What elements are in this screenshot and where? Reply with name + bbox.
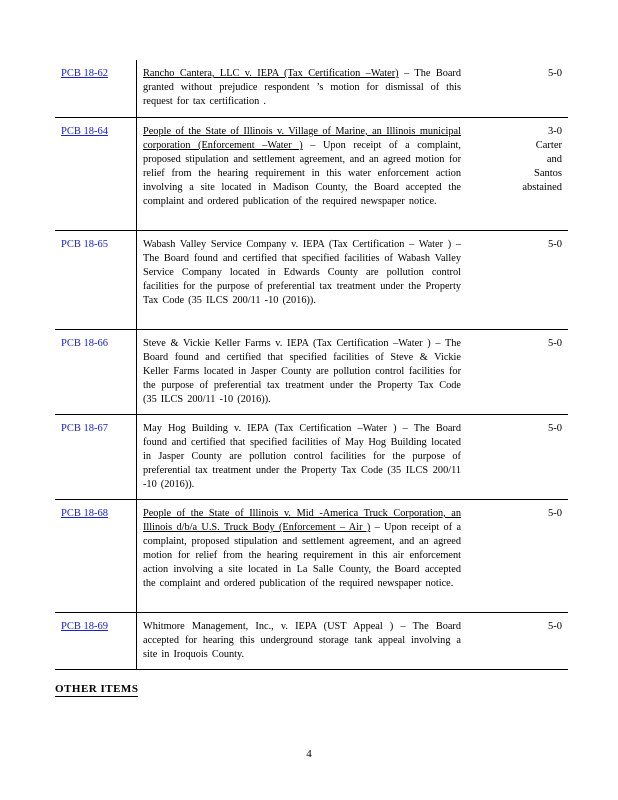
table-row <box>55 500 568 613</box>
case-number-link[interactable]: PCB 18-62 <box>61 68 108 79</box>
vote-result: 3-0 Carter and Santos abstained <box>522 126 562 193</box>
table-row <box>55 613 568 670</box>
case-number: PCB 18-67 <box>61 423 108 434</box>
case-number: PCB 18-66 <box>61 338 108 349</box>
case-number-link[interactable]: PCB 18-68 <box>61 508 108 519</box>
case-number-link[interactable]: PCB 18-64 <box>61 126 108 137</box>
case-number: PCB 18-65 <box>61 239 108 250</box>
case-body: – Upon receipt of a complaint, proposed stipulation and settlement agreement, and an agreed motion for relief from the hearing requirement in this water enforcement action involving a site located in Madison County, the Board accepted the complaint and ordered publication of the required newspaper notice. <box>143 140 461 208</box>
case-body: Wabash Valley Service Company v. IEPA (Tax Certification – Water ) – The Board found and certified that specified facilities of Wabash Valley Service Company located in Edwards County are pollution control facilities for the purpose of preferential tax treatment under the Property Tax Code (35 ILCS 200/11 -10 (2016)). <box>143 239 461 307</box>
cases-table <box>55 60 568 670</box>
vote-result: 5-0 <box>548 68 562 79</box>
vote-result: 5-0 <box>548 338 562 349</box>
page-number: 4 <box>306 748 312 760</box>
table-row <box>55 330 568 415</box>
vote-result: 5-0 <box>548 621 562 632</box>
case-description <box>143 67 461 109</box>
case-number-link[interactable]: PCB 18-69 <box>61 621 108 632</box>
case-body: May Hog Building v. IEPA (Tax Certification –Water ) – The Board found and certified that specified facilities of May Hog Building located in Jasper County are pollution control facilities for the purpose of preferential tax treatment under the Property Tax Code (35 ILCS 200/11 -10 (2016)). <box>143 423 461 491</box>
case-body: Steve & Vickie Keller Farms v. IEPA (Tax Certification –Water ) – The Board found and certified that specified facilities of Steve & Vickie Keller Farms located in Jasper County are pollution control facilities for the purpose of preferential tax treatment under the Property Tax Code (35 ILCS 200/11 -10 (2016)). <box>143 338 461 406</box>
table-row <box>55 60 568 118</box>
other-items-heading: OTHER ITEMS <box>55 683 139 695</box>
case-description <box>143 238 461 308</box>
case-description <box>143 125 461 210</box>
table-row <box>55 415 568 500</box>
vote-result: 5-0 <box>548 239 562 250</box>
case-description <box>143 337 461 407</box>
table-row <box>55 231 568 330</box>
case-body: Whitmore Management, Inc., v. IEPA (UST Appeal ) – The Board accepted for hearing this underground storage tank appeal involving a site in Iroquois County. <box>143 621 461 661</box>
case-body: – Upon receipt of a complaint, proposed stipulation and settlement agreement, and an agreed motion for relief from the hearing requirement in this air enforcement action involving a site located in La Salle County, the Board accepted the complaint and ordered publication of the required newspaper notice. <box>143 522 462 590</box>
case-description <box>143 507 461 592</box>
vote-result: 5-0 <box>548 508 562 519</box>
case-description <box>143 422 461 492</box>
case-title: People of the State of Illinois v. Village of Marine, an Illinois municipal corporation (Enforcement –Water ) <box>143 126 461 152</box>
case-description <box>143 620 461 662</box>
case-title: Rancho Cantera, LLC v. IEPA (Tax Certification –Water) <box>143 68 399 79</box>
table-row <box>55 118 568 231</box>
case-title: People of the State of Illinois v. Mid -America Truck Corporation, an Illinois d/b/a U.S. Truck Body (Enforcement – Air ) <box>143 508 461 534</box>
case-body: – The Board granted without prejudice respondent ’s motion for dismissal of this request for tax certification . <box>143 68 461 108</box>
vote-result: 5-0 <box>548 423 562 434</box>
